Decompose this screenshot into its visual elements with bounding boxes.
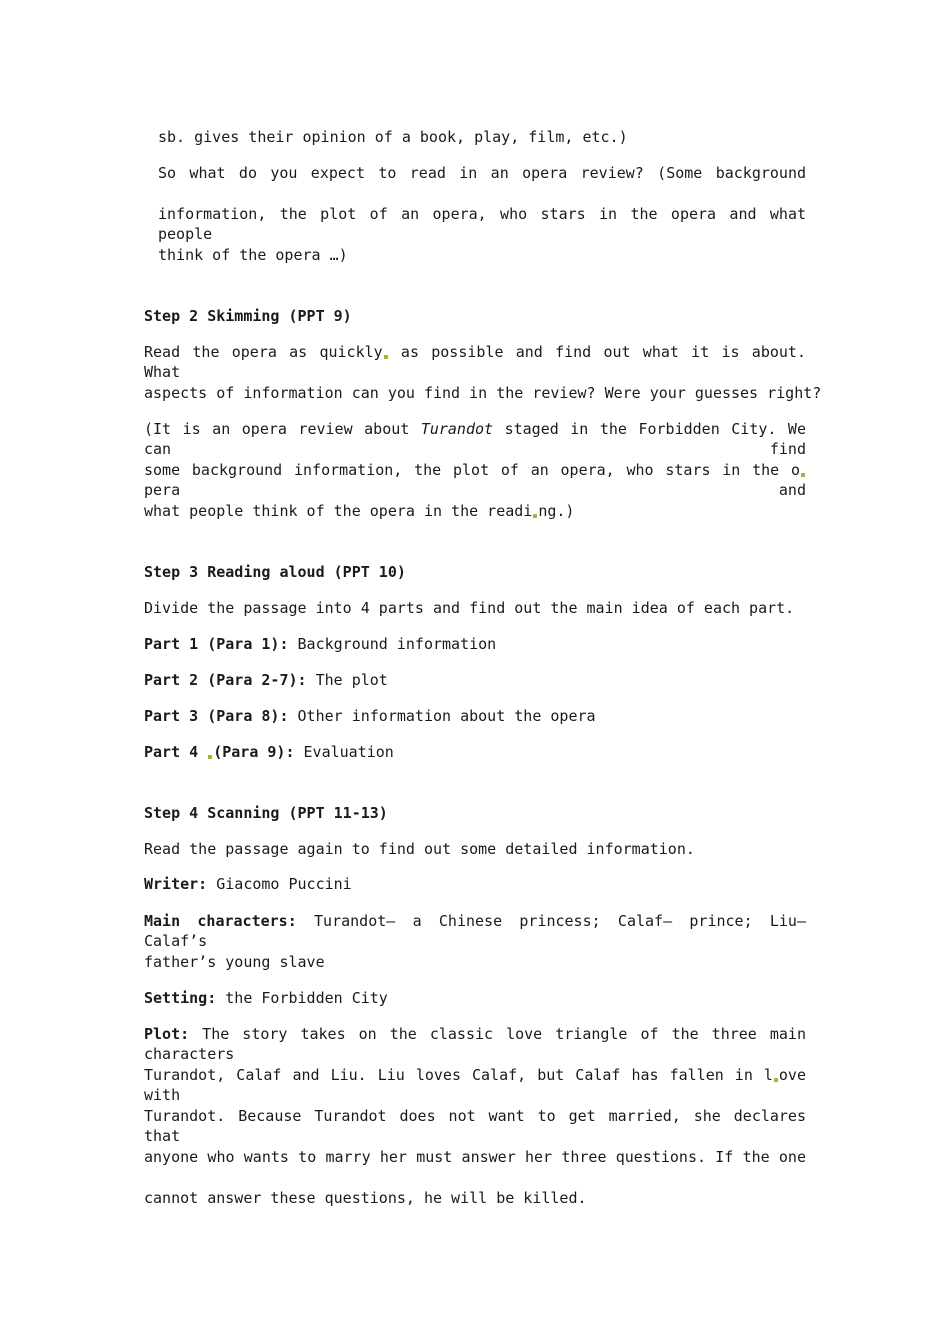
part-4-label-b: (Para 9):	[213, 743, 295, 761]
plot-line-5: cannot answer these questions, he will be killed.	[144, 1189, 587, 1207]
plot-label: Plot:	[144, 1025, 190, 1043]
part-3-label: Part 3 (Para 8):	[144, 707, 289, 725]
writer-label: Writer:	[144, 875, 208, 893]
characters-line-2: father’s young slave	[144, 953, 325, 971]
step2-line-5	[144, 501, 806, 521]
plot-line-4: anyone who wants to marry her must answer her three questions. If the one	[144, 1148, 806, 1166]
plot-line-1	[144, 1024, 806, 1064]
marker-dot	[801, 473, 805, 477]
marker-dot	[208, 755, 212, 759]
writer-line	[144, 874, 806, 894]
plot-value-2a: Turandot, Calaf and Liu. Liu loves Calaf, but Calaf has fallen in l	[144, 1066, 773, 1084]
intro-line-3: information, the plot of an opera, who stars in the opera and what people	[158, 205, 806, 243]
step2-line-1a: Read the opera as quickly	[144, 343, 383, 361]
writer-value: Giacomo Puccini	[207, 875, 352, 893]
part-2-label: Part 2 (Para 2-7):	[144, 671, 307, 689]
plot-line-2	[144, 1065, 806, 1105]
step2-heading: Step 2 Skimming (PPT 9)	[144, 307, 352, 325]
step2-line-2: aspects of information can you find in the review? Were your guesses right?	[144, 384, 822, 402]
step2-line-5a: what people think of the opera in the readi	[144, 502, 533, 520]
opera-title: Turandot	[420, 420, 494, 438]
part-1	[144, 634, 806, 654]
characters-line-1	[144, 911, 806, 951]
step2-line-1b: as possible and find out what it is about. What	[144, 343, 806, 381]
marker-dot	[384, 355, 388, 359]
part-3-text: Other information about the opera	[288, 707, 596, 725]
part-2-text: The plot	[306, 671, 388, 689]
step3-intro: Divide the passage into 4 parts and find out the main idea of each part.	[144, 599, 795, 617]
step2-line-4b: pera and	[144, 481, 806, 499]
part-2	[144, 670, 806, 690]
plot-line-3: Turandot. Because Turandot does not want to get married, she declares that	[144, 1107, 806, 1145]
intro-line-1: sb. gives their opinion of a book, play, film, etc.)	[158, 128, 628, 146]
intro-line-2: So what do you expect to read in an opera review? (Some background	[158, 164, 806, 182]
characters-label: Main characters:	[144, 912, 297, 930]
step2-line-3	[144, 419, 806, 459]
marker-dot	[533, 514, 537, 518]
step2-line-1	[144, 342, 806, 382]
part-3	[144, 706, 806, 726]
setting-line	[144, 988, 806, 1008]
step2-line-5b: ng.)	[538, 502, 575, 520]
marker-dot	[774, 1078, 778, 1082]
part-4	[144, 742, 806, 762]
setting-value: the Forbidden City	[216, 989, 388, 1007]
characters-value-1: Turandot— a Chinese princess; Calaf— prince; Liu— Calaf’s	[144, 912, 806, 950]
step2-line-3c: staged in the Forbidden City. We can find	[144, 420, 806, 458]
part-4-text: Evaluation	[294, 743, 394, 761]
plot-value-2b: ove with	[144, 1066, 806, 1104]
part-1-text: Background information	[288, 635, 497, 653]
step4-heading: Step 4 Scanning (PPT 11-13)	[144, 804, 388, 822]
intro-line-4: think of the opera …)	[158, 246, 348, 264]
step2-line-4a: some background information, the plot of an opera, who stars in the o	[144, 461, 800, 479]
step3-heading: Step 3 Reading aloud (PPT 10)	[144, 563, 406, 581]
part-4-label-a: Part 4	[144, 743, 208, 761]
part-1-label: Part 1 (Para 1):	[144, 635, 289, 653]
step4-intro: Read the passage again to find out some detailed information.	[144, 840, 695, 858]
plot-value-1: The story takes on the classic love triangle of the three main characters	[144, 1025, 806, 1063]
step2-line-3a: (It is an opera review about	[144, 420, 421, 438]
step2-line-4	[144, 460, 806, 500]
setting-label: Setting:	[144, 989, 217, 1007]
